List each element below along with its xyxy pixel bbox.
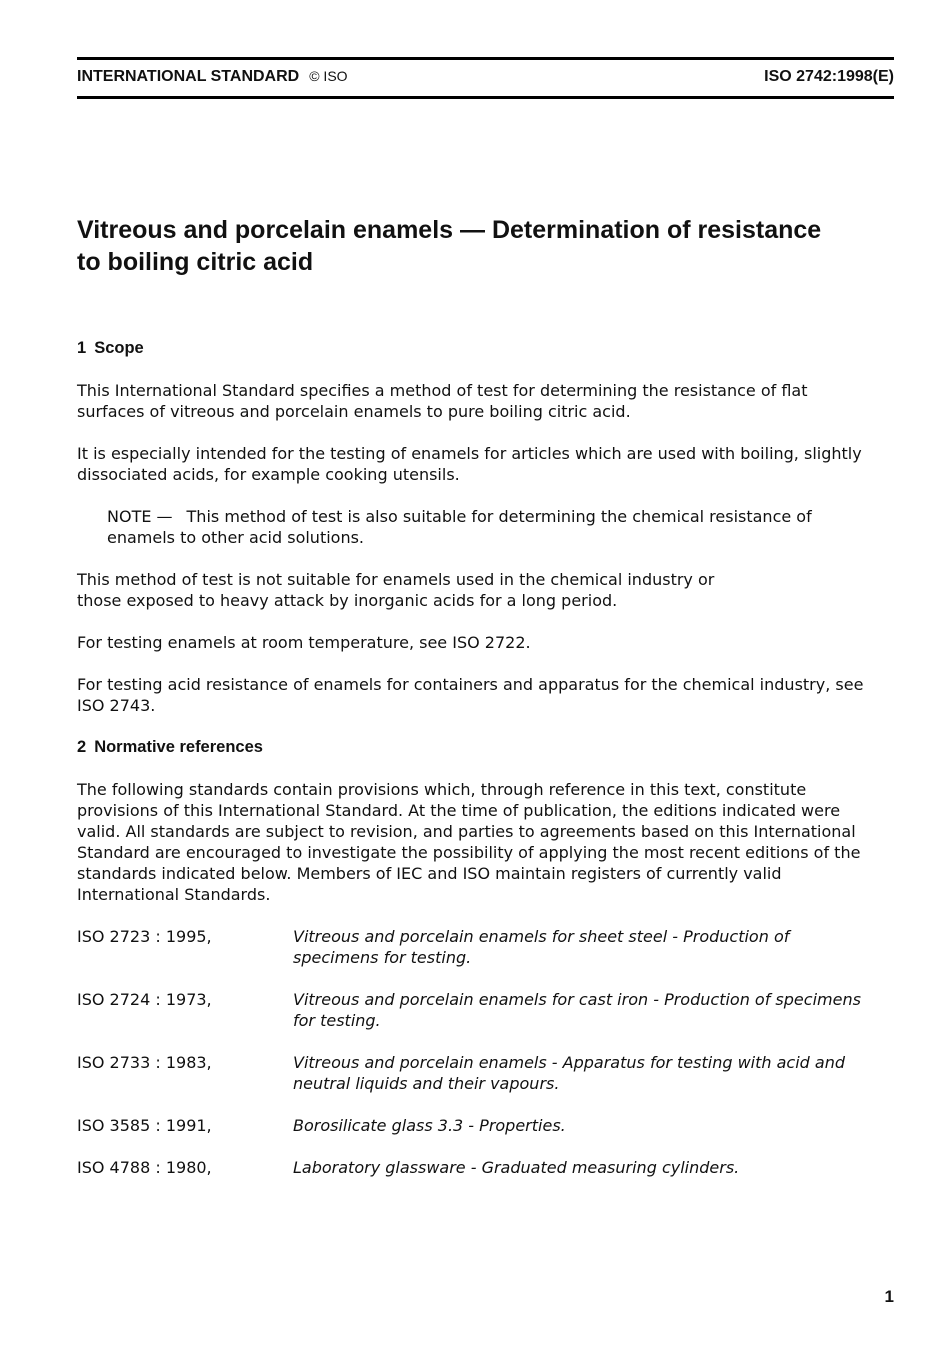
reference-code: ISO 2723 : 1995, <box>77 927 212 946</box>
reference-title <box>293 989 893 1031</box>
text-line: For testing acid resistance of enamels for containers and apparatus for the chemical industry, see <box>77 675 864 694</box>
text-line: those exposed to heavy attack by inorganic acids for a long period. <box>77 591 618 610</box>
scope-paragraph <box>77 632 894 653</box>
text-line: The following standards contain provisions which, through reference in this text, constitute <box>77 780 807 799</box>
page-number: 1 <box>884 1287 894 1306</box>
scope-paragraph <box>77 674 894 716</box>
header-top-rule <box>77 57 894 60</box>
header-standard-label: INTERNATIONAL STANDARD <box>77 68 300 85</box>
section-title: Normative references <box>94 738 263 756</box>
header-copyright: © ISO <box>309 68 348 84</box>
header-bottom-rule <box>77 96 894 99</box>
document-body <box>77 338 894 1199</box>
document-title <box>77 214 877 278</box>
reference-code: ISO 3585 : 1991, <box>77 1116 212 1135</box>
reference-entry <box>77 1115 894 1136</box>
section-heading-scope <box>77 338 894 359</box>
title-line: to boiling citric acid <box>77 248 314 276</box>
text-line: Standard are encouraged to investigate the possibility of applying the most recent editions of the <box>77 843 861 862</box>
text-line: provisions of this International Standard. At the time of publication, the editions indicated were <box>77 801 841 820</box>
title-line: Vitreous and porcelain enamels — Determination of resistance <box>77 216 822 244</box>
reference-title <box>293 926 893 968</box>
reference-entry <box>77 1052 894 1094</box>
scope-paragraph <box>77 380 894 422</box>
reference-code: ISO 2733 : 1983, <box>77 1053 212 1072</box>
reference-entry <box>77 989 894 1031</box>
text-line: enamels to other acid solutions. <box>107 528 365 547</box>
text-line: For testing enamels at room temperature, see ISO 2722. <box>77 633 531 652</box>
section-number: 1 <box>77 339 87 357</box>
text-line: This International Standard specifies a method of test for determining the resistance of flat <box>77 381 808 400</box>
reference-title <box>293 1115 893 1136</box>
reference-entry <box>77 1157 894 1178</box>
text-line: Vitreous and porcelain enamels for sheet steel - Production of <box>293 927 790 946</box>
text-line: Vitreous and porcelain enamels for cast iron - Production of specimens <box>293 990 861 1009</box>
text-line: This method of test is not suitable for enamels used in the chemical industry or <box>77 570 715 589</box>
text-line: surfaces of vitreous and porcelain enamels to pure boiling citric acid. <box>77 402 631 421</box>
text-line: Vitreous and porcelain enamels - Apparatus for testing with acid and <box>293 1053 845 1072</box>
text-line: It is especially intended for the testing of enamels for articles which are used with boiling, slightly <box>77 444 862 463</box>
scope-paragraph <box>77 443 894 485</box>
text-line: ISO 2743. <box>77 696 156 715</box>
section-heading-normative-references <box>77 737 894 758</box>
text-line: standards indicated below. Members of IEC and ISO maintain registers of currently valid <box>77 864 782 883</box>
reference-title <box>293 1157 893 1178</box>
text-line: Laboratory glassware - Graduated measuring cylinders. <box>293 1158 740 1177</box>
page-header <box>77 68 894 90</box>
text-line: Borosilicate glass 3.3 - Properties. <box>293 1116 566 1135</box>
reference-code: ISO 4788 : 1980, <box>77 1158 212 1177</box>
scope-note <box>107 506 894 548</box>
reference-entry <box>77 926 894 968</box>
text-line: for testing. <box>293 1011 381 1030</box>
text-line: specimens for testing. <box>293 948 472 967</box>
text-line: neutral liquids and their vapours. <box>293 1074 560 1093</box>
scope-paragraph <box>77 569 894 611</box>
text-line <box>107 506 894 527</box>
reference-title <box>293 1052 893 1094</box>
header-standard-number: ISO 2742:1998(E) <box>764 68 894 85</box>
section-number: 2 <box>77 738 87 756</box>
header-left <box>77 68 348 86</box>
section-title: Scope <box>94 339 144 357</box>
text-line: valid. All standards are subject to revision, and parties to agreements based on this International <box>77 822 856 841</box>
text-line: dissociated acids, for example cooking utensils. <box>77 465 460 484</box>
note-text: This method of test is also suitable for determining the chemical resistance of <box>186 507 812 526</box>
note-label: NOTE — <box>107 507 173 526</box>
text-line: International Standards. <box>77 885 271 904</box>
reference-code: ISO 2724 : 1973, <box>77 990 212 1009</box>
references-intro-paragraph <box>77 779 894 905</box>
